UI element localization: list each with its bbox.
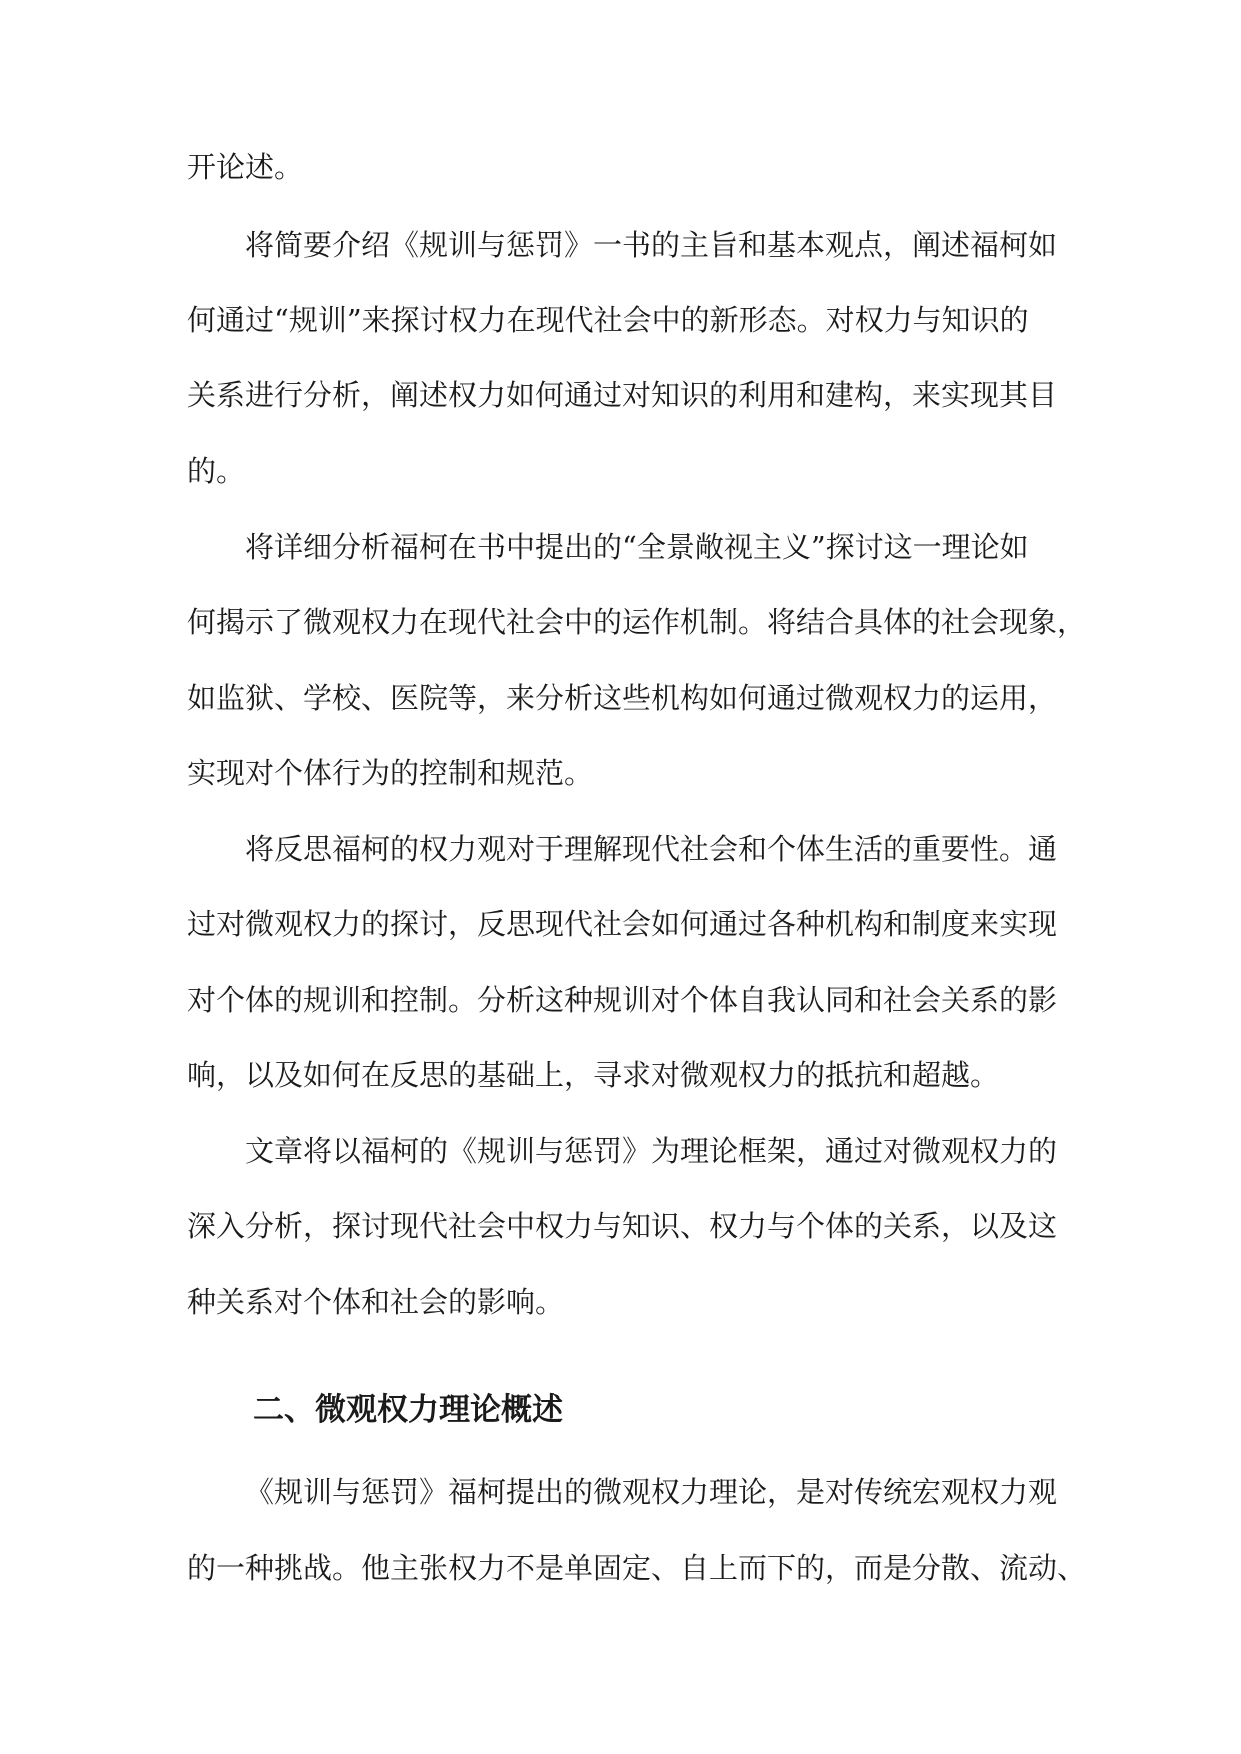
- text-line: 的一种挑战。他主张权力不是单固定、自上而下的，而是分散、流动、: [187, 1551, 1087, 1585]
- text-line: 何揭示了微观权力在现代社会中的运作机制。将结合具体的社会现象，: [187, 605, 1087, 639]
- text-line: 开论述。: [187, 150, 304, 184]
- text-line: 关系进行分析，阐述权力如何通过对知识的利用和建构，来实现其目: [187, 378, 1058, 412]
- text-line: 将反思福柯的权力观对于理解现代社会和个体生活的重要性。通: [245, 832, 1058, 866]
- text-line: 过对微观权力的探讨，反思现代社会如何通过各种机构和制度来实现: [187, 907, 1058, 941]
- text-line: 何通过“规训”来探讨权力在现代社会中的新形态。对权力与知识的: [187, 303, 1029, 337]
- text-line: 响，以及如何在反思的基础上，寻求对微观权力的抵抗和超越。: [187, 1058, 1000, 1092]
- text-line: 将简要介绍《规训与惩罚》一书的主旨和基本观点，阐述福柯如: [245, 228, 1058, 262]
- text-line: 的。: [187, 454, 246, 488]
- text-line: 对个体的规训和控制。分析这种规训对个体自我认同和社会关系的影: [187, 983, 1058, 1017]
- text-line: 如监狱、学校、医院等，来分析这些机构如何通过微观权力的运用，: [187, 681, 1058, 715]
- text-line: 深入分析，探讨现代社会中权力与知识、权力与个体的关系，以及这: [187, 1209, 1058, 1243]
- text-line: 文章将以福柯的《规训与惩罚》为理论框架，通过对微观权力的: [245, 1134, 1058, 1168]
- text-line: 种关系对个体和社会的影响。: [187, 1285, 565, 1319]
- text-line: 《规训与惩罚》福柯提出的微观权力理论，是对传统宏观权力观: [245, 1475, 1058, 1509]
- text-line: 将详细分析福柯在书中提出的“全景敞视主义”探讨这一理论如: [245, 530, 1029, 564]
- section-heading: 二、微观权力理论概述: [253, 1392, 563, 1428]
- text-line: 实现对个体行为的控制和规范。: [187, 756, 594, 790]
